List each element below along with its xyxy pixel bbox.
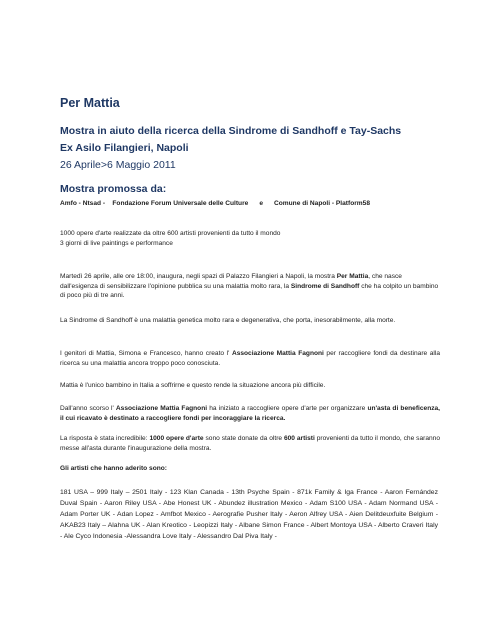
paragraph-parents	[60, 349, 440, 368]
p3-text-bold-association: Associazione Mattia Fagnoni	[231, 350, 324, 357]
artists-heading: Gli artisti che hanno aderito sono:	[60, 465, 167, 472]
promoters-line	[60, 199, 440, 209]
p5-text-bold-auction: un'asta di beneficenza, il cui ricavato è destinato a raccogliere fondi per incoraggiare la ricerca.	[60, 405, 441, 422]
p5-text-c: ha iniziato a raccogliere opere d'arte per organizzare	[207, 405, 368, 412]
promoter-org1: Amfo - Ntsad -	[60, 200, 106, 207]
p6-text-c: sono state donate da oltre	[203, 435, 284, 442]
exhibition-subtitle: Mostra in aiuto della ricerca della Sindrome di Sandhoff e Tay-Sachs	[60, 125, 402, 137]
p1-text-bold-syndrome: Sindrome di Sandhoff	[290, 282, 360, 290]
paragraph-inauguration	[60, 272, 440, 301]
promoter-separator: e	[259, 200, 263, 207]
p1-text-a: Martedì 26 aprile, alle ore 18:00, inaugura, negli spazi di Palazzo Filangieri a Napoli, la mostra	[60, 273, 337, 280]
p5-text-a: Dall'anno scorso l'	[60, 405, 116, 412]
paragraph-auction	[60, 404, 440, 423]
promoter-org3: Comune di Napoli - Platform58	[274, 200, 370, 207]
p6-text-bold-works: 1000 opere d'arte	[149, 435, 204, 442]
p6-text-e: provenienti da tutto il mondo, che saranno messe all'asta durante l'inaugurazione della mostra.	[60, 435, 440, 452]
p3-text-c: per raccogliere fondi da destinare alla ricerca su una malattia ancora troppo poco conosciuta.	[60, 350, 440, 367]
p5-text-bold-association: Associazione Mattia Fagnoni	[115, 405, 208, 412]
paragraph-syndrome: La Sindrome di Sandhoff è una malattia genetica molto rara e degenerativa, che porta, inesorabilmente, alla morte.	[60, 317, 396, 324]
p6-text-a: La risposta è stata incredibile:	[60, 435, 150, 442]
p1-text-bold-exhibition: Per Mattia	[336, 273, 369, 280]
venue-line: Ex Asilo Filangieri, Napoli	[60, 142, 189, 154]
p1-text-c: , che nasce dall'esigenza di sensibilizzare l'opinione pubblica su una malattia molto rara, la	[60, 273, 402, 290]
artists-list: 181 USA – 999 Italy – 2501 Italy - 123 Klan Canada - 13th Psyche Spain - 871k Family & Iga France - Aaron Fernández Duval Spain - Aaron Riley USA - Abe Honest UK - Abundez illustration Mexico - Adam S100 USA - Adam Normand USA - Adam Porter UK - Adan Lopez - Amfbot Mexico - Aerografie Pusher Italy - Aeron Alfrey USA - Aien Delitdeuxfuite Belgium - AKAB23 Italy – Alahna UK - Alan Kreotico - Leopizzi Italy - Albane Simon France - Albert Montoya USA - Alberto Craveri Italy - Ale Cyco Indonesia -Alessandra Love Italy - Alessandro Dal Piva Italy -	[60, 489, 438, 540]
paragraph-only-child: Mattia è l'unico bambino in Italia a soffrirne e questo rende la situazione ancora più difficile.	[60, 382, 326, 389]
intro-line-1: 1000 opere d'arte realizzate da oltre 600 artisti provenienti da tutto il mondo	[60, 230, 281, 237]
promoted-heading: Mostra promossa da:	[60, 183, 167, 195]
p6-text-bold-artists: 600 artisti	[283, 435, 315, 442]
intro-line-2: 3 giorni di live paintings e performance	[60, 240, 173, 247]
promoter-org2: Fondazione Forum Universale delle Culture	[112, 200, 249, 207]
date-line: 26 Aprile>6 Maggio 2011	[60, 159, 176, 171]
p1-text-e: che ha colpito un bambino di poco più di tre anni.	[60, 282, 439, 300]
page-title: Per Mattia	[60, 96, 120, 110]
paragraph-response	[60, 434, 440, 453]
p3-text-a: I genitori di Mattia, Simona e Francesco, hanno creato l'	[60, 350, 232, 357]
